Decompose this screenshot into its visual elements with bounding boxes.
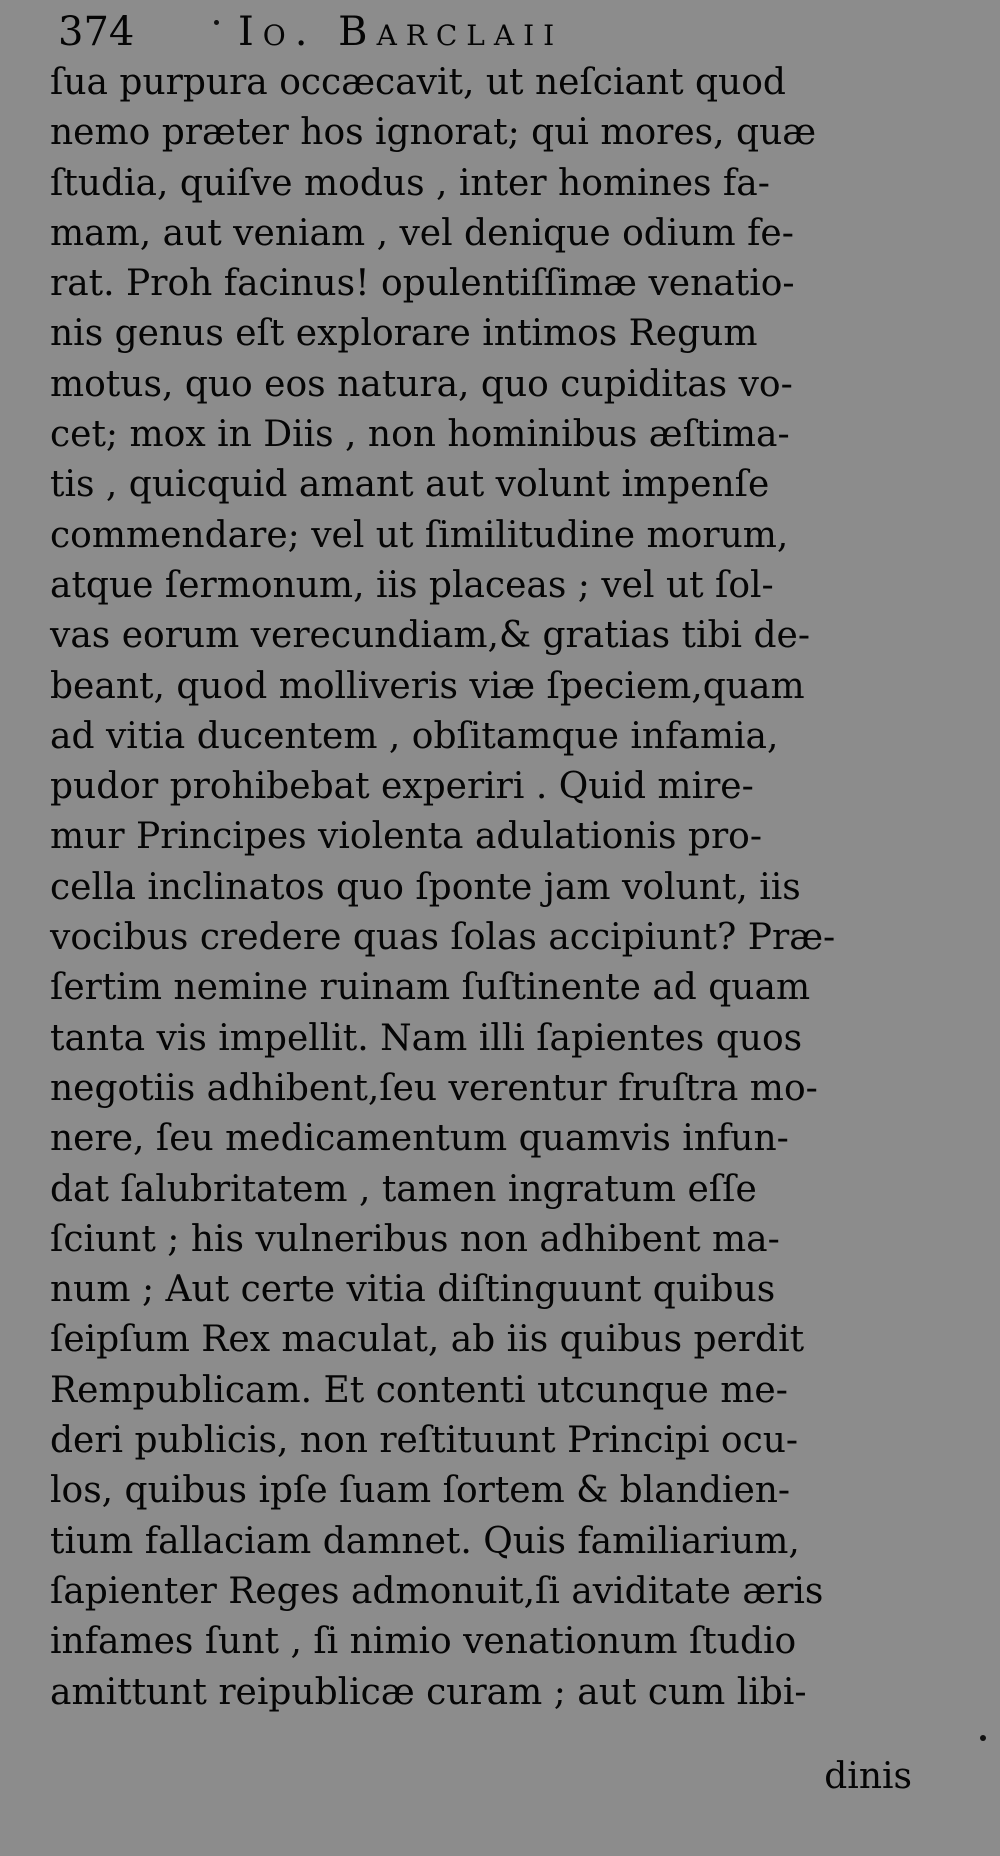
text-line: motus, quo eos natura, quo cupiditas vo- [50,363,793,405]
text-line: los, quibus ipſe ſuam ſortem & blandien- [50,1470,791,1512]
text-line: commendare; vel ut ſimilitudine morum, [50,514,789,556]
text-line: mam, aut veniam , vel denique odium fe- [50,212,794,254]
text-line: ſapienter Reges admonuit,ſi aviditate æris [50,1570,824,1612]
text-line: tium fallaciam damnet. Quis familiarium, [50,1520,800,1562]
text-line: ſeipſum Rex maculat, ab iis quibus perdit [50,1319,805,1361]
text-line: atque ſermonum, iis placeas ; vel ut ſol- [50,564,774,606]
text-line: tanta vis impellit. Nam illi ſapientes quos [50,1017,803,1059]
text-line: vas eorum verecundiam,& gratias tibi de- [50,615,811,657]
page-number: 374 [58,9,135,55]
catchword: dinis [824,1756,912,1797]
text-line: amittunt reipublicæ curam ; aut cum libi- [50,1671,807,1713]
body-text [50,58,930,1718]
text-line: beant, quod molliveris viæ ſpeciem,quam [50,665,805,707]
text-line: cet; mox in Diis , non hominibus æſtima- [50,414,790,456]
text-line: ſciunt ; his vulneribus non adhibent ma- [50,1218,780,1260]
text-line: pudor prohibebat experiri . Quid mire- [50,766,754,808]
text-line: nemo præter hos ignorat; qui mores, quæ [50,112,817,154]
text-line: mur Principes violenta adulationis pro- [50,816,762,858]
running-head [58,4,958,60]
text-line: ſertim nemine ruinam ſuſtinente ad quam [50,967,811,1009]
text-line: rat. Proh facinus! opulentiſſimæ venatio- [50,263,795,305]
text-line: nere, ſeu medicamentum quamvis infun- [50,1118,789,1160]
text-line: dat ſalubritatem , tamen ingratum eſſe [50,1168,757,1210]
text-line: cella inclinatos quo ſponte jam volunt, iis [50,866,801,908]
text-line: vocibus credere quas ſolas accipiunt? Præ- [50,917,836,959]
text-line: nis genus eſt explorare intimos Regum [50,313,758,355]
ink-speck [214,20,219,25]
text-line: tis , quicquid amant aut volunt impenſe [50,464,770,506]
ink-speck [980,1735,986,1741]
text-line: ad vitia ducentem , obſitamque infamia, [50,715,779,757]
text-line: ſua purpura occæcavit, ut neſciant quod [50,62,786,103]
text-line: negotiis adhibent,ſeu verentur fruſtra mo- [50,1067,818,1109]
text-line: infames ſunt , ſi nimio venationum ſtudio [50,1621,797,1663]
text-line: deri publicis, non reſtituunt Principi ocu- [50,1420,799,1462]
text-line: Rempublicam. Et contenti utcunque me- [50,1369,788,1411]
running-title: Io. Barclaii [238,9,564,55]
text-line: ſtudia, quiſve modus , inter homines fa- [50,162,770,204]
text-line: num ; Aut certe vitia diſtinguunt quibus [50,1269,776,1311]
